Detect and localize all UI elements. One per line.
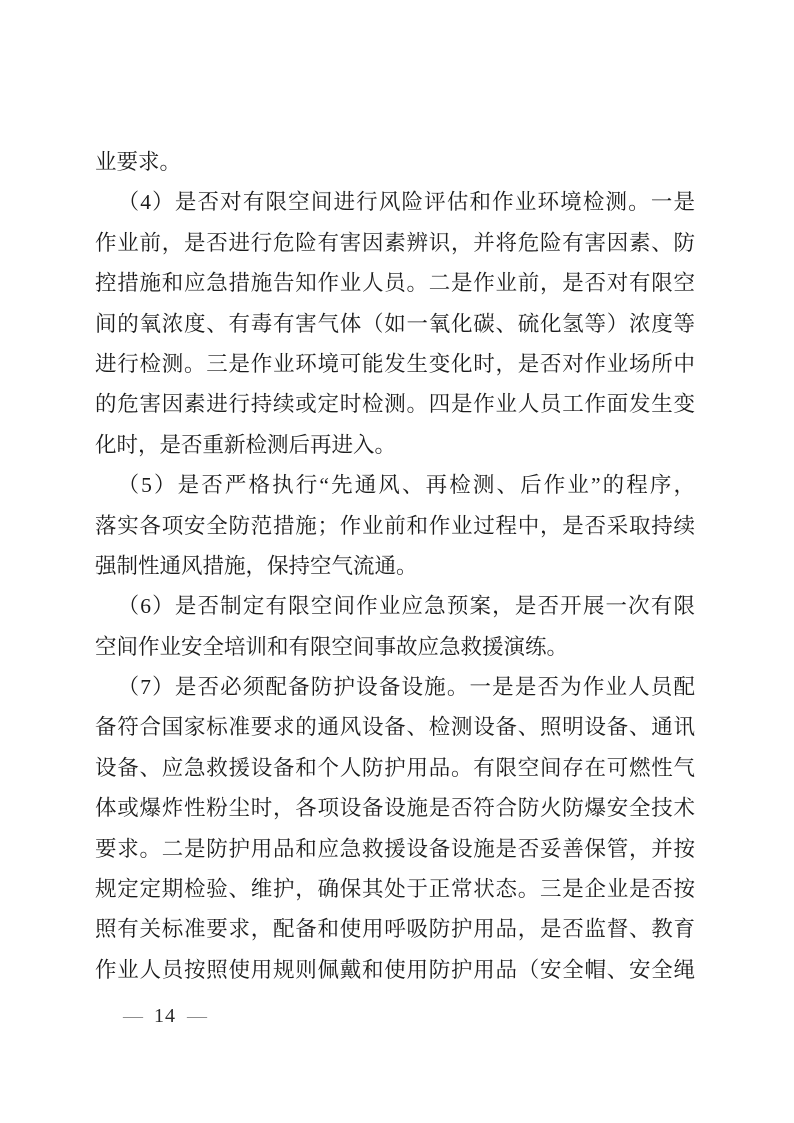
text-line: 作业前，是否进行危险有害因素辨识，并将危险有害因素、防	[95, 230, 695, 255]
paragraph	[95, 465, 695, 586]
text-line: 备符合国家标准要求的通风设备、检测设备、照明设备、通讯	[95, 715, 695, 740]
paragraph	[95, 586, 695, 667]
text-line: （4）是否对有限空间进行风险评估和作业环境检测。一是	[117, 190, 695, 215]
text-line: 控措施和应急措施告知作业人员。二是作业前，是否对有限空	[95, 271, 695, 296]
text-line: （7）是否必须配备防护设备设施。一是是否为作业人员配	[117, 675, 695, 700]
footer-dash-right: —	[187, 1005, 207, 1027]
paragraph	[95, 142, 695, 182]
paragraph	[95, 667, 695, 990]
text-line: （5）是否严格执行“先通风、再检测、后作业”的程序，	[117, 473, 695, 498]
text-line: 进行检测。三是作业环境可能发生变化时，是否对作业场所中	[95, 351, 695, 376]
text-line: 规定定期检验、维护，确保其处于正常状态。三是企业是否按	[95, 877, 695, 902]
document-body	[95, 142, 695, 990]
text-line: 的危害因素进行持续或定时检测。四是作业人员工作面发生变	[95, 392, 695, 417]
page-number: 14	[154, 1005, 176, 1027]
text-line: 照有关标准要求，配备和使用呼吸防护用品，是否监督、教育	[95, 917, 695, 942]
text-line: （6）是否制定有限空间作业应急预案，是否开展一次有限	[117, 594, 695, 619]
text-line: 体或爆炸性粉尘时，各项设备设施是否符合防火防爆安全技术	[95, 796, 695, 821]
text-line: 业要求。	[95, 150, 182, 174]
text-line: 作业人员按照使用规则佩戴和使用防护用品（安全帽、安全绳	[95, 957, 695, 982]
text-line: 设备、应急救援设备和个人防护用品。有限空间存在可燃性气	[95, 755, 695, 780]
text-line: 强制性通风措施，保持空气流通。	[95, 553, 418, 578]
text-line: 落实各项安全防范措施；作业前和作业过程中，是否采取持续	[95, 513, 695, 538]
footer-dash-left: —	[123, 1005, 143, 1027]
text-line: 化时，是否重新检测后再进入。	[95, 432, 397, 457]
text-line: 空间作业安全培训和有限空间事故应急救援演练。	[95, 634, 569, 659]
text-line: 间的氧浓度、有毒有害气体（如一氧化碳、硫化氢等）浓度等	[95, 311, 695, 336]
paragraph	[95, 182, 695, 465]
text-line: 要求。二是防护用品和应急救援设备设施是否妥善保管，并按	[95, 836, 695, 861]
page-footer	[123, 1003, 207, 1029]
